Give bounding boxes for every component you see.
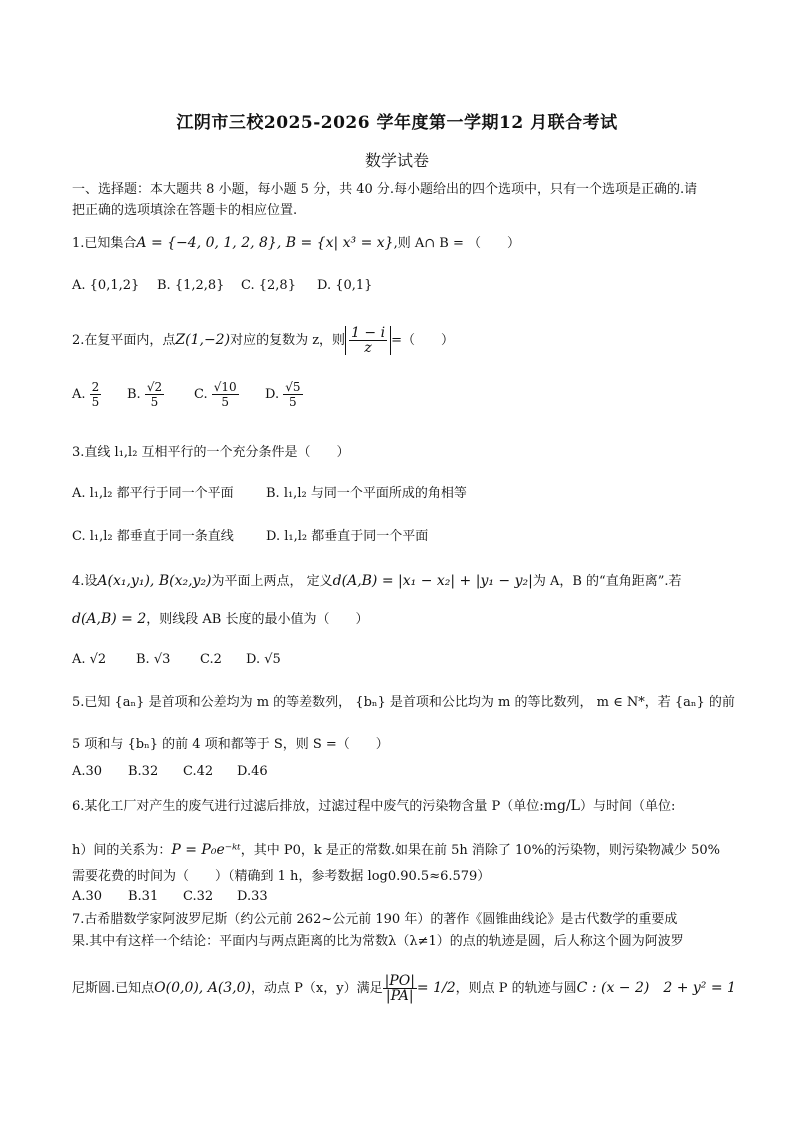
question-5-option-a: A.30 [72, 764, 103, 779]
question-6-option-d: D.33 [237, 889, 268, 904]
frac-num: √2 [146, 380, 163, 394]
question-2-option-a [72, 380, 101, 409]
frac-den: 5 [289, 395, 297, 409]
question-5-line1: 5.已知 {aₙ} 是首项和公差均为 m 的等差数列， {bₙ} 是首项和公比均为 m 的等比数列， m ∈ N*，若 {aₙ} 的前 [72, 695, 735, 710]
question-1-option-b: B. {1,2,8} [157, 278, 225, 293]
question-7-line3a: 尼斯圆.已知点 [72, 981, 155, 996]
question-2-stem [72, 326, 454, 355]
question-3-stem: 3.直线 l₁,l₂ 互相平行的一个充分条件是（ ） [72, 445, 350, 460]
question-4-option-d: D. √5 [246, 652, 281, 667]
question-5-option-c: C.42 [183, 764, 214, 779]
frac-den: 5 [91, 395, 100, 409]
question-4-option-c: C.2 [200, 652, 222, 667]
question-4-prefix: 4.设 [72, 574, 98, 589]
question-1-option-c: C. {2,8} [241, 278, 296, 293]
question-7-frac-value: = 1/2 [416, 980, 456, 996]
question-7-line3b: ，动点 P（x，y）满足 [251, 981, 383, 996]
question-6-formula: P = P₀e⁻ᵏᵗ [171, 842, 241, 858]
question-3-option-b: B. l₁,l₂ 与同一个平面所成的角相等 [266, 486, 467, 501]
question-4-option-b: B. √3 [136, 652, 171, 667]
question-3-option-c: C. l₁,l₂ 都垂直于同一条直线 [72, 529, 234, 544]
question-4-suffix: 为 A，B 的“直角距离”.若 [532, 574, 682, 589]
question-7-line1: 7.古希腊数学家阿波罗尼斯（约公元前 262~公元前 190 年）的著作《圆锥曲线论》是古代数学的重要成 [72, 912, 678, 927]
question-7-points: O(0,0), A(3,0) [154, 980, 252, 996]
option-label: A. [72, 387, 86, 402]
question-2-option-d [265, 380, 303, 409]
question-7-circle: C : (x − 2) 2 + y² = 1 [576, 980, 736, 996]
exam-title: 江阴市三校2025-2026 学年度第一学期12 月联合考试 [176, 113, 618, 133]
question-6-option-a: A.30 [72, 889, 103, 904]
question-2-prefix: 2.在复平面内，点 [72, 333, 176, 348]
question-6-line2a: h）间的关系为： [72, 843, 172, 858]
question-7-line2: 果.其中有这样一个结论：平面内与两点距离的比为常数λ（λ≠1）的点的轨迹是圆，后人称这个圆为阿波罗 [72, 934, 684, 949]
question-1-suffix: ,则 A∩ B = （ ） [393, 236, 520, 251]
question-2-suffix: =（ ） [391, 333, 454, 348]
question-6-line2 [72, 840, 720, 861]
section-intro-line2: 把正确的选项填涂在答题卡的相应位置. [72, 203, 298, 218]
question-4-line2-text: ，则线段 AB 长度的最小值为（ ） [146, 612, 369, 627]
question-6-line1a: 6.某化工厂对产生的废气进行过滤后排放，过滤过程中废气的污染物含量 P（单位: [72, 799, 544, 814]
question-4-line2-formula: d(A,B) = 2 [72, 611, 147, 627]
question-2-option-c [194, 380, 239, 409]
question-6-line2b: ，其中 P0，k 是正的常数.如果在前 5h 消除了 10%的污染物，则污染物减少 50% [240, 843, 720, 858]
question-3-option-a: A. l₁,l₂ 都平行于同一个平面 [72, 486, 234, 501]
exam-subject: 数学试卷 [364, 151, 429, 170]
question-4-formula: d(A,B) = |x₁ − x₂| + |y₁ − y₂| [332, 573, 533, 589]
question-2-option-b [127, 380, 164, 409]
section-intro-line1: 一、选择题：本大题共 8 小题，每小题 5 分，共 40 分.每小题给出的四个选项中，只有一个选项是正确的.请 [72, 182, 698, 197]
question-4-middle: 为平面上两点， 定义 [211, 574, 333, 589]
question-7-frac-den: |PA| [385, 988, 414, 1004]
question-2-fraction [349, 326, 387, 355]
question-5-line2: 5 项和与 {bₙ} 的前 4 项和都等于 S，则 S =（ ） [72, 737, 389, 752]
question-2-point: Z(1,−2) [175, 332, 231, 348]
question-7-line3c: ，则点 P 的轨迹与圆 [455, 981, 577, 996]
question-7-frac-num: |PO| [384, 973, 415, 989]
frac-den: 5 [221, 395, 230, 409]
question-2-frac-num: 1 − i [351, 325, 386, 341]
question-6-line3: 需要花费的时间为（ ）（精确到 1 h，参考数据 log0.90.5≈6.579） [72, 869, 491, 884]
option-label: D. [265, 387, 280, 402]
option-label: B. [127, 387, 141, 402]
question-7-line3 [72, 974, 736, 1003]
question-4-option-a: A. √2 [72, 652, 107, 667]
question-5-option-d: D.46 [237, 764, 268, 779]
frac-den: 5 [150, 395, 159, 409]
question-6-option-b: B.31 [128, 889, 159, 904]
question-1-prefix: 1.已知集合 [72, 236, 137, 251]
question-1-option-d: D. {0,1} [317, 278, 373, 293]
question-6-line1b: ）与时间（单位: [579, 799, 676, 814]
question-2-frac-den: z [364, 340, 372, 356]
question-1-option-a: A. {0,1,2} [72, 278, 140, 293]
question-1-set-b: , B = {x| x³ = x} [276, 235, 394, 251]
question-1-set-a: A = {−4, 0, 1, 2, 8} [136, 235, 277, 251]
frac-num: √10 [213, 380, 237, 394]
question-7-fraction [383, 974, 417, 1003]
question-4-line1 [72, 571, 681, 592]
question-6-unit: mg/L [543, 798, 580, 814]
question-2-middle: 对应的复数为 z，则 [230, 333, 346, 348]
question-3-option-d: D. l₁,l₂ 都垂直于同一个平面 [266, 529, 429, 544]
frac-num: √5 [285, 380, 301, 394]
question-4-points: A(x₁,y₁), B(x₂,y₂) [97, 573, 212, 589]
option-label: C. [194, 387, 208, 402]
question-6-option-c: C.32 [183, 889, 214, 904]
question-1-stem [72, 233, 520, 254]
frac-num: 2 [91, 380, 100, 394]
question-4-line2 [72, 609, 369, 630]
question-5-option-b: B.32 [128, 764, 159, 779]
question-6-line1 [72, 796, 675, 817]
